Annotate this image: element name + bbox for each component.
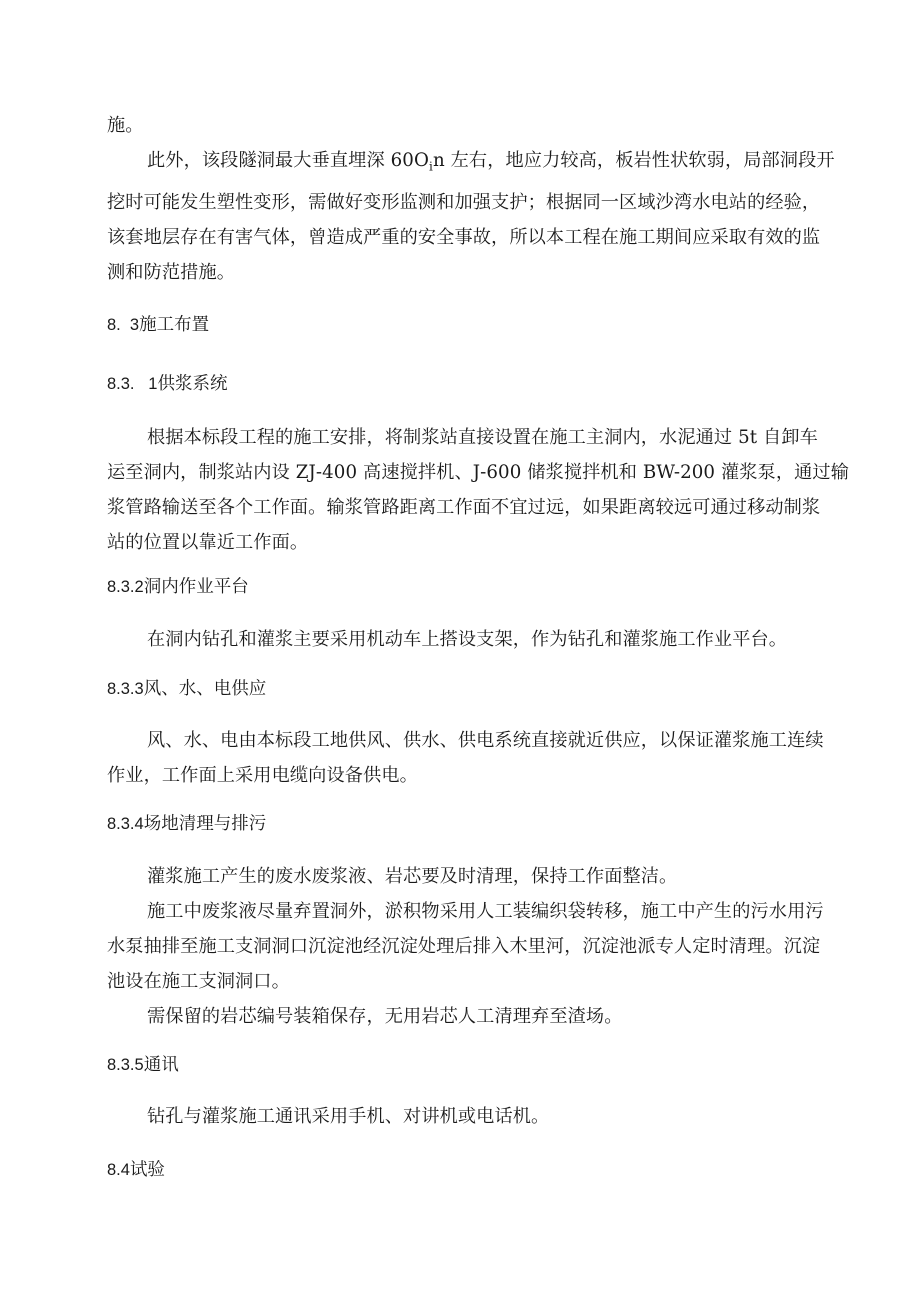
paragraph-continuation (107, 108, 827, 143)
section-heading-8-3-3: 8.3.3风、水、电供应 (107, 679, 267, 699)
text-line: 施工中废浆液尽量弃置洞外，淤积物采用人工装编织袋转移，施工中产生的污水用污 (147, 901, 824, 922)
text-line: 作业，工作面上采用电缆向设备供电。 (107, 765, 418, 786)
text-line: 钻孔与灌浆施工通讯采用手机、对讲机或电话机。 (147, 1106, 550, 1127)
text-line: 需保留的岩芯编号装箱保存，无用岩芯人工清理弃至渣场。 (147, 1006, 623, 1027)
section-heading-8-3-4: 8.3.4场地清理与排污 (107, 814, 267, 834)
text-line: 风、水、电由本标段工地供风、供水、供电系统直接就近供应，以保证灌浆施工连续 (147, 730, 824, 751)
section-heading-8-3: 8. 3施工布置 (107, 315, 210, 335)
text-line: 站的位置以靠近工作面。 (107, 532, 309, 553)
paragraph-work-platform (107, 622, 827, 657)
paragraph-geological-risk (107, 143, 835, 290)
section-heading-8-4: 8.4试验 (107, 1160, 165, 1180)
text-line: 浆管路输送至各个工作面。输浆管路距离工作面不宜过远，如果距离较远可通过移动制浆 (107, 497, 821, 518)
section-heading-8-3-1: 8.3. 1供浆系统 (107, 374, 228, 394)
text-line: 灌浆施工产生的废水废浆液、岩芯要及时清理，保持工作面整洁。 (147, 866, 678, 887)
text-line: 测和防范措施。 (107, 261, 236, 283)
text-line: 施。 (107, 115, 144, 136)
text-line: 挖时可能发生塑性变形，需做好变形监测和加强支护；根据同一区域沙湾水电站的经验， (107, 191, 821, 213)
text-line: 该套地层存在有害气体，曾造成严重的安全事故，所以本工程在施工期间应采取有效的监 (107, 226, 821, 248)
paragraph-site-cleanup (107, 859, 827, 894)
text-line: 池设在施工支洞洞口。 (107, 971, 290, 992)
paragraph-communication (107, 1099, 827, 1134)
section-heading-8-3-5: 8.3.5通讯 (107, 1055, 179, 1075)
section-heading-8-3-2: 8.3.2洞内作业平台 (107, 577, 249, 597)
text-line: 在洞内钻孔和灌浆主要采用机动车上搭设支架，作为钻孔和灌浆施工作业平台。 (147, 629, 788, 650)
text-line: 运至洞内，制浆站内设 ZJ-400 高速搅拌机、J-600 储浆搅拌机和 BW-200 灌浆泵，通过输 (107, 462, 849, 483)
paragraph-waste-disposal (107, 894, 827, 999)
paragraph-core-storage (107, 999, 827, 1034)
paragraph-grout-supply (107, 420, 849, 560)
text-line: 水泵抽排至施工支洞洞口沉淀池经沉淀处理后排入木里河，沉淀池派专人定时清理。沉淀 (107, 936, 821, 957)
paragraph-utilities (107, 723, 827, 793)
text-line: 此外，该段隧洞最大垂直埋深 $60O_in$ 左右，地应力较高，板岩性状软弱，局部洞段开 (147, 150, 835, 174)
text-line: 根据本标段工程的施工安排，将制浆站直接设置在施工主洞内，水泥通过 5t 自卸车 (147, 427, 818, 448)
